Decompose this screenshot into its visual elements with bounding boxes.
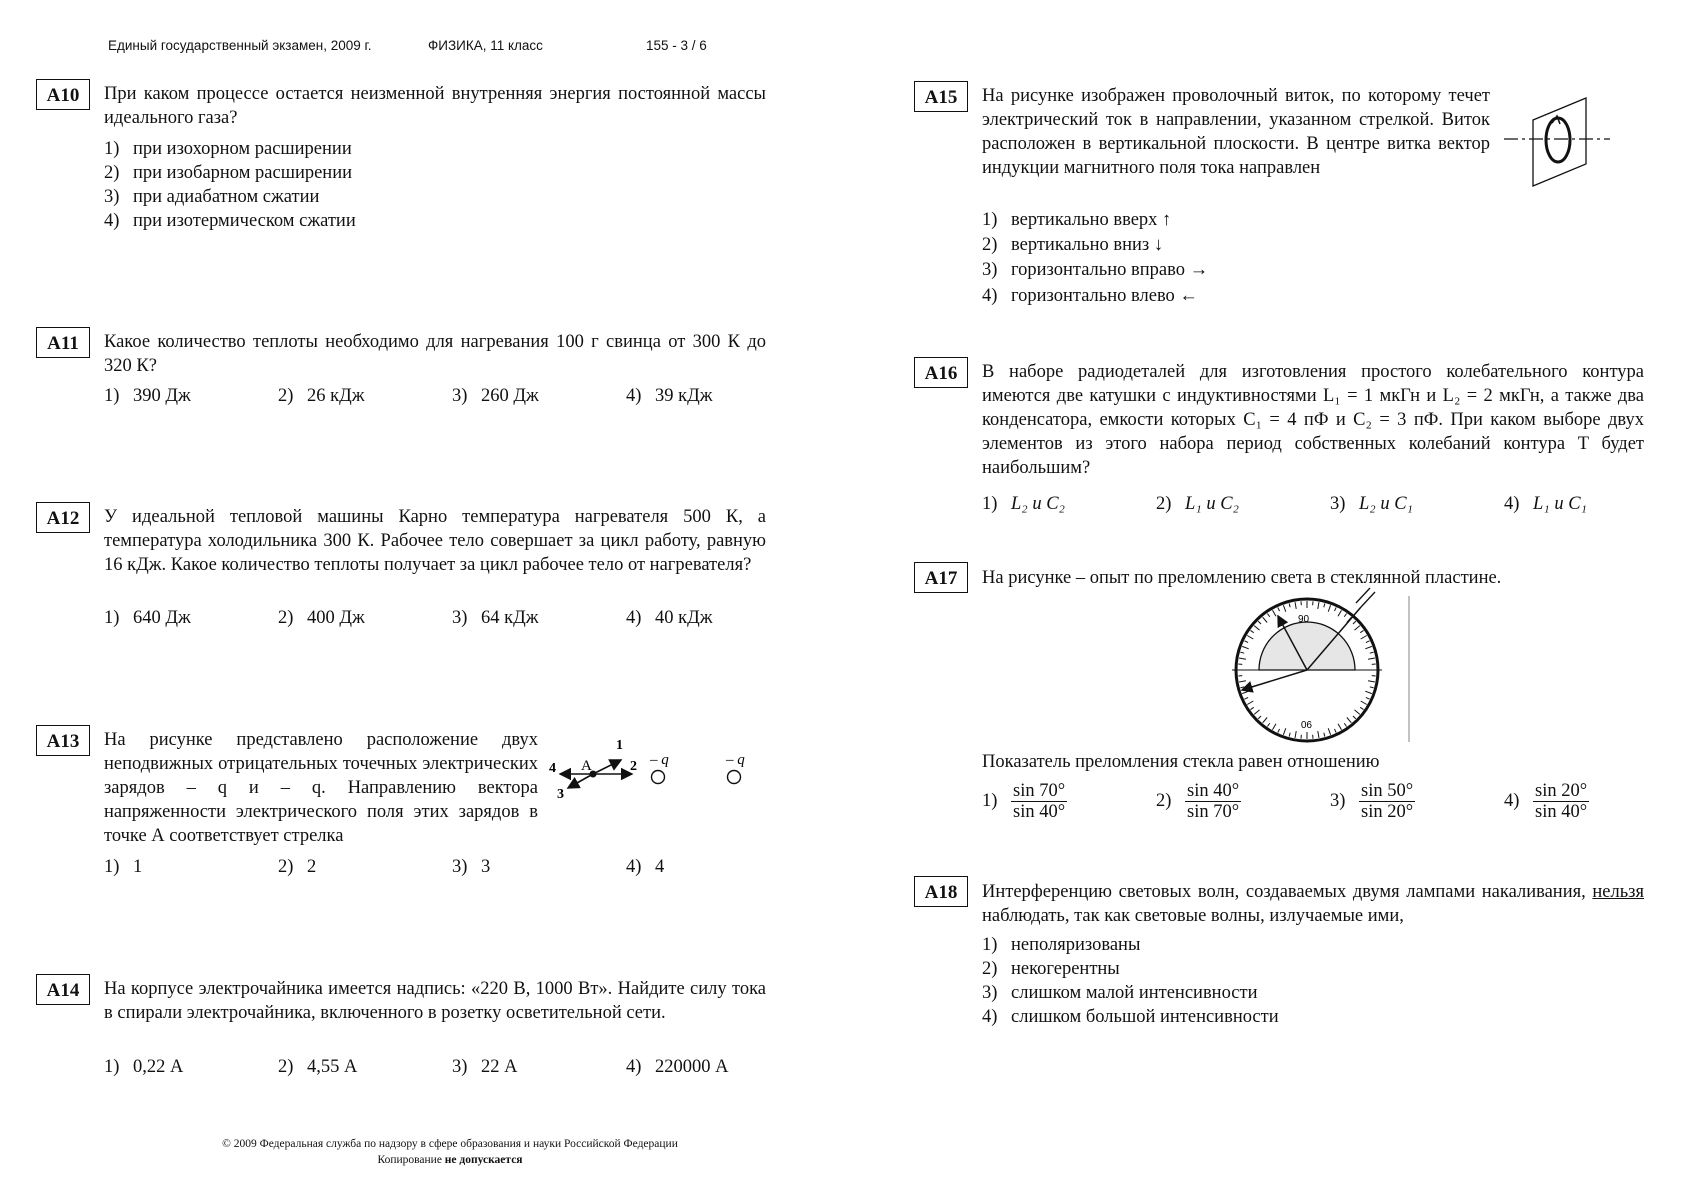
question-text-a14: На корпусе электрочайника имеется надпись: «220 В, 1000 Вт». Найдите силу тока в спирали электрочайника, включенного в розетку осветительной сети. xyxy=(104,979,766,1023)
option-a14-4: 4) 220000 А xyxy=(626,1057,729,1077)
protractor-tick xyxy=(1361,701,1367,705)
protractor-tick xyxy=(1344,613,1346,616)
protractor-tick xyxy=(1338,610,1342,616)
protractor-tick xyxy=(1370,687,1374,688)
incident-ray-arrow-b xyxy=(1361,592,1375,607)
option-a11-3: 3) 260 Дж xyxy=(452,386,539,406)
option-a10-3: 3) при адиабатном сжатии xyxy=(104,187,320,207)
option-a10-2: 2) при изобарном расширении xyxy=(104,163,353,183)
arrow-2-label: 2 xyxy=(630,759,637,774)
protractor-tick xyxy=(1289,603,1290,607)
option-a13-1: 1) 1 xyxy=(104,857,143,877)
option-a13-3: 3) 3 xyxy=(452,857,491,877)
option-a16-2: 2) L₁ и C₂ xyxy=(1156,494,1239,514)
header-subject: ФИЗИКА, 11 класс xyxy=(428,38,543,53)
protractor-tick xyxy=(1267,613,1269,616)
protractor-tick xyxy=(1328,605,1330,612)
question-text-a11: Какое количество теплоты необходимо для нагревания 100 г свинца от 300 К до 320 К? xyxy=(104,332,766,376)
question-label-a13: A13 xyxy=(36,725,90,756)
protractor-tick xyxy=(1267,723,1269,726)
question-label-a15: A15 xyxy=(914,81,968,112)
question-text-a17: На рисунке – опыт по преломлению света в стеклянной пластине. xyxy=(982,568,1502,588)
question-text-a16: В наборе радиодеталей для изготовления простого колебательного контура имеются две катушки с индуктивностями L₁ = 1 мкГн и L₂ = 2 мкГн, а также два конденсатора, емкости которых C₁ = 4 пФ и C₂ = 3 пФ. При каком выборе двух элементов из этого набора период собственных колебаний контура T будет наибольшим? xyxy=(982,362,1644,478)
option-a18-4: 4) слишком большой интенсивности xyxy=(982,1007,1279,1027)
option-a10-1: 1) при изохорном расширении xyxy=(104,139,352,159)
protractor-tick xyxy=(1278,607,1280,611)
protractor-tick xyxy=(1239,681,1246,682)
option-a13-4: 4) 4 xyxy=(626,857,665,877)
protractor-tick xyxy=(1247,701,1253,705)
question-subtext-a17: Показатель преломления стекла равен отношению xyxy=(982,752,1380,772)
protractor-tick xyxy=(1244,697,1248,699)
protractor-tick xyxy=(1295,602,1296,609)
protractor-tick xyxy=(1273,724,1277,730)
protractor-tick xyxy=(1344,723,1346,726)
arrow-4-label: 4 xyxy=(549,761,556,776)
protractor-tick xyxy=(1354,626,1359,630)
option-a11-1: 1) 390 Дж xyxy=(104,386,191,406)
protractor-tick xyxy=(1263,717,1267,722)
question-text-a13: На рисунке представлено расположение двух неподвижных отрицательных точечных электрических зарядов – q и – q. Направлению вектора напряженности электрического поля этих зарядов в точке А соответствует стрелка xyxy=(104,730,538,846)
protractor-tick xyxy=(1354,710,1359,714)
refraction-figure xyxy=(1228,586,1428,746)
point-a-label: A xyxy=(581,758,592,774)
protractor-tick xyxy=(1318,731,1319,738)
protractor-tick xyxy=(1366,641,1370,643)
protractor-tick xyxy=(1254,626,1259,630)
wire-loop xyxy=(1546,118,1570,162)
protractor-tick xyxy=(1324,733,1325,737)
refracted-ray xyxy=(1242,670,1307,690)
question-label-a14: A14 xyxy=(36,974,90,1005)
protractor-tick xyxy=(1295,731,1296,738)
protractor-tick xyxy=(1353,716,1356,719)
option-a18-1: 1) неполяризованы xyxy=(982,935,1141,955)
protractor-tick xyxy=(1334,729,1336,733)
charge-1-label: – q xyxy=(650,752,669,768)
option-a15-2: 2) вертикально вниз ↓ xyxy=(982,235,1164,255)
charge-1 xyxy=(652,771,665,784)
protractor-tick xyxy=(1318,602,1319,609)
question-label-a18: A18 xyxy=(914,876,968,907)
option-a12-3: 3) 64 кДж xyxy=(452,608,539,628)
protractor-tick xyxy=(1247,636,1253,640)
question-label-a16: A16 xyxy=(914,357,968,388)
protractor-tick xyxy=(1368,658,1375,659)
option-a14-1: 1) 0,22 А xyxy=(104,1057,184,1077)
option-a17-1: 1) $\frac{\sin 70^\circ}{\sin 40^\circ}$ xyxy=(982,781,1066,822)
question-text-a10: При каком процессе остается неизменной внутренняя энергия постоянной массы идеального газа? xyxy=(104,84,766,128)
charge-2 xyxy=(728,771,741,784)
option-a15-1: 1) вертикально вверх ↑ xyxy=(982,210,1172,230)
protractor-tick xyxy=(1273,610,1277,616)
arrow-1 xyxy=(593,760,621,774)
protractor-tick xyxy=(1258,621,1261,624)
protractor-tick xyxy=(1250,630,1253,632)
protractor-tick xyxy=(1244,641,1248,643)
option-a16-4: 4) L₁ и C₁ xyxy=(1504,494,1587,514)
protractor-tick xyxy=(1338,724,1342,730)
option-a12-4: 4) 40 кДж xyxy=(626,608,713,628)
question-label-a17: A17 xyxy=(914,562,968,593)
protractor-tick xyxy=(1365,691,1372,693)
charge-2-label: – q xyxy=(726,752,745,768)
protractor-tick xyxy=(1240,687,1244,688)
option-a17-2: 2) $\frac{\sin 40^\circ}{\sin 70^\circ}$ xyxy=(1156,781,1240,822)
protractor-tick xyxy=(1347,717,1351,722)
glass-plate xyxy=(1259,622,1355,670)
protractor-tick xyxy=(1263,617,1267,622)
scale-bottom-label: 90 xyxy=(1300,718,1312,729)
option-a18-2: 2) некогерентны xyxy=(982,959,1120,979)
incident-ray-arrow-a xyxy=(1356,588,1370,603)
protractor-tick xyxy=(1353,621,1356,624)
question-label-a10: A10 xyxy=(36,79,90,110)
header-page: 155 - 3 / 6 xyxy=(646,38,707,53)
protractor-tick xyxy=(1360,707,1363,709)
option-a13-2: 2) 2 xyxy=(278,857,317,877)
footer xyxy=(100,1136,800,1168)
question-text-a12: У идеальной тепловой машины Карно температура нагревателя 500 К, а температура холодильника 300 К. Рабочее тело совершает за цикл работу, равную 16 кДж. Какое количество теплоты получает за цикл рабочее тело от нагревателя? xyxy=(104,507,766,575)
question-label-a12: A12 xyxy=(36,502,90,533)
protractor-tick xyxy=(1240,652,1244,653)
vertical-plane xyxy=(1533,98,1586,186)
protractor-tick xyxy=(1360,630,1363,632)
protractor-tick xyxy=(1242,646,1249,648)
wire-loop-figure xyxy=(1500,92,1612,190)
footer-copyright: © 2009 Федеральная служба по надзору в сфере образования и науки Российской Федерации xyxy=(222,1138,678,1150)
protractor-tick xyxy=(1289,733,1290,737)
arrow-3 xyxy=(568,774,593,788)
option-a17-4: 4) $\frac{\sin 20^\circ}{\sin 40^\circ}$ xyxy=(1504,781,1588,822)
protractor-tick xyxy=(1283,728,1285,735)
protractor-tick xyxy=(1368,681,1375,682)
question-label-a11: A11 xyxy=(36,327,90,358)
footer-copy-notice: Копирование не допускается xyxy=(377,1154,523,1166)
scale-top-label: 90 xyxy=(1298,614,1310,625)
option-a11-2: 2) 26 кДж xyxy=(278,386,365,406)
protractor-tick xyxy=(1278,729,1280,733)
question-text-a18: Интерференцию световых волн, создаваемых двумя лампами накаливания, нельзя наблюдать, так как световые волны, излучаемые ими, xyxy=(982,882,1645,926)
option-a15-4: 4) горизонтально влево ← xyxy=(982,286,1198,306)
protractor-tick xyxy=(1242,691,1249,693)
charges-figure xyxy=(548,734,758,804)
protractor-tick xyxy=(1365,646,1372,648)
protractor-tick xyxy=(1361,636,1367,640)
protractor-tick xyxy=(1254,710,1259,714)
option-a12-2: 2) 400 Дж xyxy=(278,608,365,628)
protractor-tick xyxy=(1366,697,1370,699)
protractor-tick xyxy=(1324,603,1325,607)
protractor-tick xyxy=(1258,716,1261,719)
option-a10-4: 4) при изотермическом сжатии xyxy=(104,211,356,231)
protractor-tick xyxy=(1328,728,1330,735)
protractor-tick xyxy=(1334,607,1336,611)
option-a12-1: 1) 640 Дж xyxy=(104,608,191,628)
header-exam: Единый государственный экзамен, 2009 г. xyxy=(108,38,372,53)
option-a11-4: 4) 39 кДж xyxy=(626,386,713,406)
option-a15-3: 3) горизонтально вправо → xyxy=(982,260,1209,280)
option-a14-2: 2) 4,55 А xyxy=(278,1057,358,1077)
option-a16-1: 1) L₂ и C₂ xyxy=(982,494,1065,514)
protractor-tick xyxy=(1239,658,1246,659)
option-a16-3: 3) L₂ и C₁ xyxy=(1330,494,1413,514)
option-a17-3: 3) $\frac{\sin 50^\circ}{\sin 20^\circ}$ xyxy=(1330,781,1414,822)
protractor-tick xyxy=(1283,605,1285,612)
option-a18-3: 3) слишком малой интенсивности xyxy=(982,983,1258,1003)
option-a14-3: 3) 22 А xyxy=(452,1057,518,1077)
question-text-a15: На рисунке изображен проволочный виток, по которому течет электрический ток в направлении, указанном стрелкой. Виток расположен в вертикальной плоскости. В центре витка вектор индукции магнитного поля тока направлен xyxy=(982,86,1490,178)
arrow-3-label: 3 xyxy=(557,787,564,802)
arrow-1-label: 1 xyxy=(616,738,623,753)
protractor-tick xyxy=(1370,652,1374,653)
protractor-tick xyxy=(1250,707,1253,709)
